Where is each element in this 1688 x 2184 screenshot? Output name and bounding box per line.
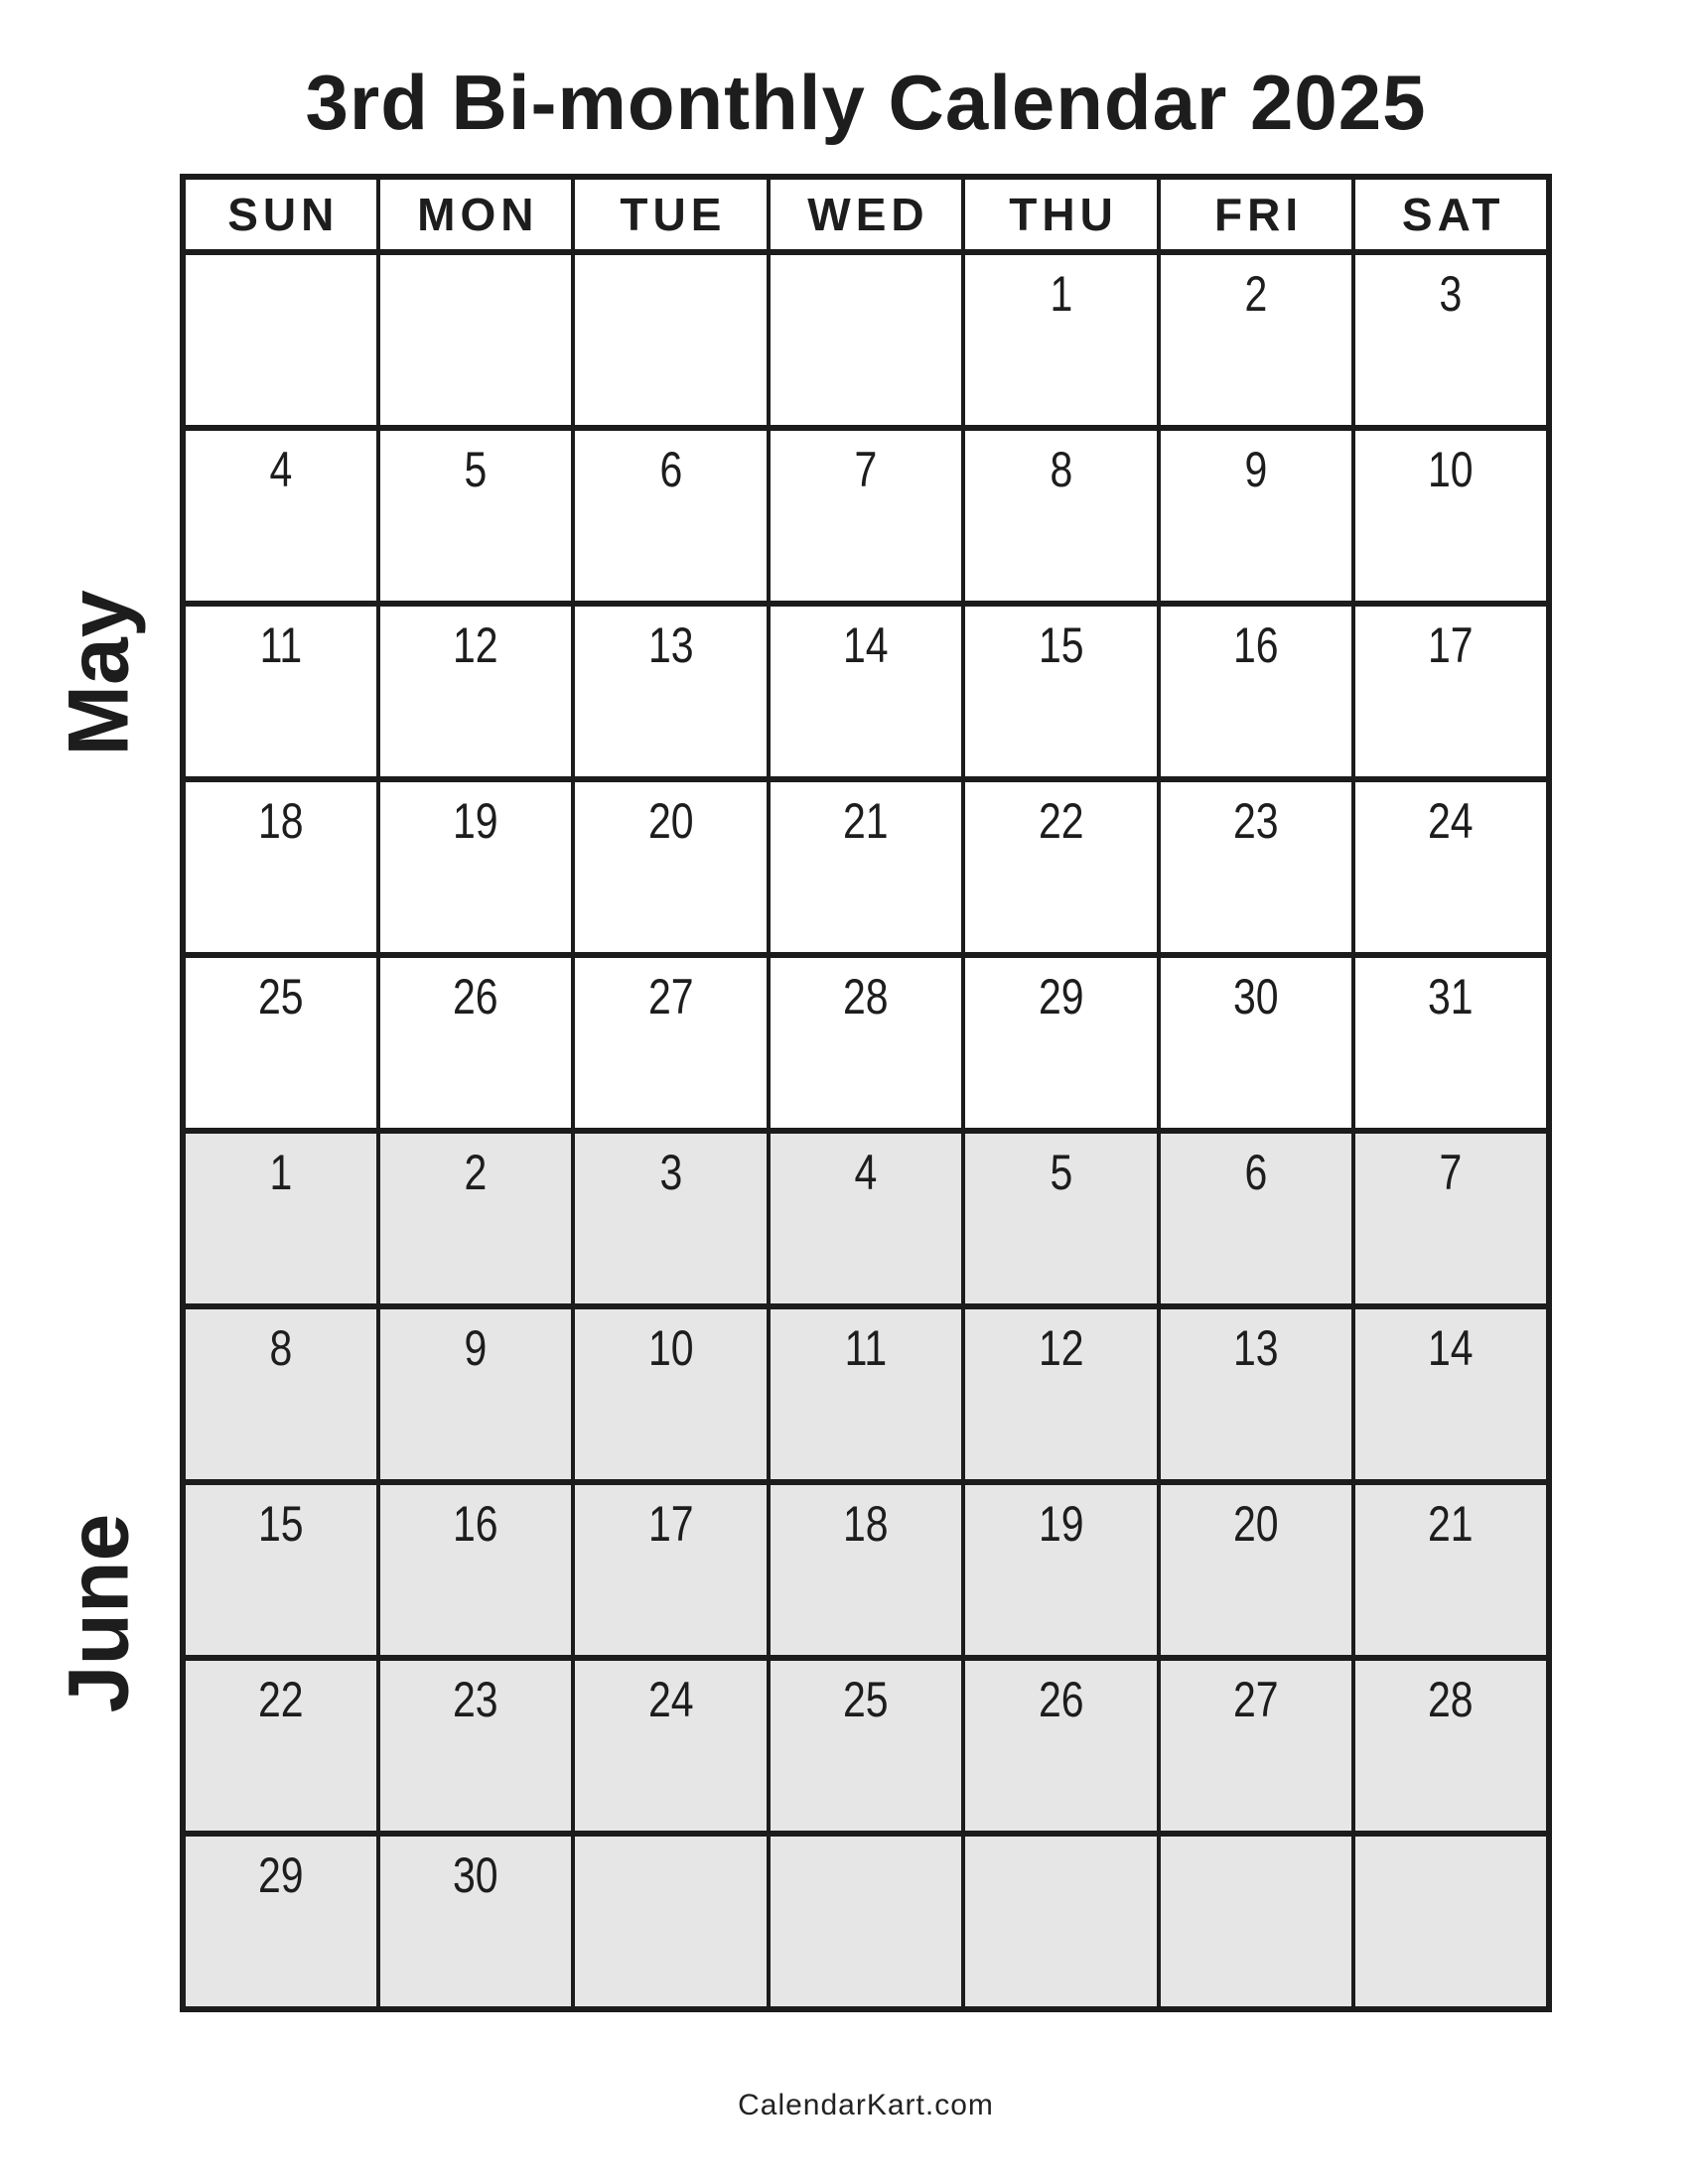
day-number: 22 [257, 1672, 304, 1727]
june-day-30 [378, 1834, 574, 2009]
weekday-header-wed: WED [769, 177, 964, 252]
day-number: 12 [1038, 1320, 1084, 1376]
day-number: 15 [1038, 617, 1084, 673]
empty-day-cell [1353, 1834, 1549, 2009]
calendar-grid [180, 174, 1552, 2012]
june-day-24 [573, 1658, 769, 1834]
day-number: 13 [1233, 1320, 1279, 1376]
june-day-7 [1353, 1131, 1549, 1306]
may-day-28 [769, 955, 964, 1131]
day-number: 7 [854, 442, 878, 497]
weekday-header-sat: SAT [1353, 177, 1549, 252]
day-number: 27 [647, 969, 694, 1024]
june-week-row [183, 1658, 1549, 1834]
day-number: 24 [1428, 793, 1474, 849]
may-day-5 [378, 428, 574, 604]
day-number: 8 [269, 1320, 293, 1376]
may-day-6 [573, 428, 769, 604]
may-day-16 [1159, 604, 1354, 779]
day-number: 5 [1050, 1145, 1072, 1200]
footer-watermark: CalendarKart.com [738, 2089, 994, 2121]
day-number: 2 [464, 1145, 488, 1200]
june-day-28 [1353, 1658, 1549, 1834]
june-day-17 [573, 1482, 769, 1658]
empty-day-cell [183, 252, 378, 428]
day-number: 11 [844, 1320, 888, 1376]
day-number: 30 [453, 1847, 498, 1903]
may-day-27 [573, 955, 769, 1131]
june-day-29 [183, 1834, 378, 2009]
day-number: 24 [647, 1672, 694, 1727]
june-day-14 [1353, 1306, 1549, 1482]
june-day-3 [573, 1131, 769, 1306]
day-number: 9 [464, 1320, 488, 1376]
empty-day-cell [573, 1834, 769, 2009]
empty-day-cell [573, 252, 769, 428]
day-number: 5 [464, 442, 488, 497]
june-day-1 [183, 1131, 378, 1306]
day-number: 10 [647, 1320, 694, 1376]
june-day-2 [378, 1131, 574, 1306]
day-number: 13 [647, 617, 694, 673]
weekday-header-thu: THU [963, 177, 1159, 252]
page-title: 3rd Bi-monthly Calendar 2025 [305, 59, 1427, 146]
may-day-2 [1159, 252, 1354, 428]
weekday-header-sun: SUN [183, 177, 378, 252]
month-label-may: May [51, 590, 147, 756]
june-week-row [183, 1834, 1549, 2009]
june-day-21 [1353, 1482, 1549, 1658]
may-day-4 [183, 428, 378, 604]
day-number: 12 [453, 617, 498, 673]
weekday-header-tue: TUE [573, 177, 769, 252]
june-day-27 [1159, 1658, 1354, 1834]
day-number: 26 [1038, 1672, 1084, 1727]
day-number: 23 [1233, 793, 1279, 849]
june-day-6 [1159, 1131, 1354, 1306]
empty-day-cell [378, 252, 574, 428]
day-number: 8 [1050, 442, 1072, 497]
june-week-row [183, 1131, 1549, 1306]
day-number: 25 [843, 1672, 889, 1727]
day-number: 21 [843, 793, 889, 849]
day-number: 31 [1428, 969, 1474, 1024]
may-week-row [183, 604, 1549, 779]
may-week-row [183, 779, 1549, 955]
day-number: 26 [453, 969, 498, 1024]
may-day-19 [378, 779, 574, 955]
empty-day-cell [1159, 1834, 1354, 2009]
day-number: 14 [1428, 1320, 1474, 1376]
day-number: 4 [269, 442, 293, 497]
may-day-12 [378, 604, 574, 779]
day-number: 9 [1244, 442, 1268, 497]
may-day-24 [1353, 779, 1549, 955]
may-day-21 [769, 779, 964, 955]
day-number: 16 [1233, 617, 1279, 673]
day-number: 3 [1439, 266, 1463, 322]
day-number: 30 [1233, 969, 1279, 1024]
june-day-4 [769, 1131, 964, 1306]
day-number: 22 [1038, 793, 1084, 849]
june-day-26 [963, 1658, 1159, 1834]
june-day-19 [963, 1482, 1159, 1658]
day-number: 15 [257, 1496, 304, 1552]
june-week-row [183, 1482, 1549, 1658]
day-number: 10 [1428, 442, 1474, 497]
empty-day-cell [769, 252, 964, 428]
june-day-12 [963, 1306, 1159, 1482]
may-day-18 [183, 779, 378, 955]
empty-day-cell [963, 1834, 1159, 2009]
may-day-8 [963, 428, 1159, 604]
day-number: 11 [259, 617, 303, 673]
may-day-15 [963, 604, 1159, 779]
day-number: 20 [647, 793, 694, 849]
day-number: 28 [843, 969, 889, 1024]
june-day-10 [573, 1306, 769, 1482]
may-day-13 [573, 604, 769, 779]
may-day-30 [1159, 955, 1354, 1131]
may-day-11 [183, 604, 378, 779]
may-day-25 [183, 955, 378, 1131]
day-number: 1 [1050, 266, 1072, 322]
june-day-25 [769, 1658, 964, 1834]
june-day-5 [963, 1131, 1159, 1306]
day-number: 28 [1428, 1672, 1474, 1727]
june-day-18 [769, 1482, 964, 1658]
june-day-13 [1159, 1306, 1354, 1482]
month-label-june: June [51, 1513, 147, 1713]
may-day-3 [1353, 252, 1549, 428]
weekday-row [183, 177, 1549, 252]
day-number: 27 [1233, 1672, 1279, 1727]
day-number: 16 [453, 1496, 498, 1552]
day-number: 14 [843, 617, 889, 673]
weekday-header-mon: MON [378, 177, 574, 252]
june-day-22 [183, 1658, 378, 1834]
day-number: 21 [1428, 1496, 1474, 1552]
may-day-20 [573, 779, 769, 955]
june-day-23 [378, 1658, 574, 1834]
may-week-row [183, 252, 1549, 428]
day-number: 17 [1428, 617, 1474, 673]
calendar-table [180, 174, 1552, 2012]
may-week-row [183, 955, 1549, 1131]
day-number: 19 [1038, 1496, 1084, 1552]
june-day-20 [1159, 1482, 1354, 1658]
day-number: 6 [1244, 1145, 1268, 1200]
june-day-9 [378, 1306, 574, 1482]
calendar-header [183, 177, 1549, 252]
may-day-14 [769, 604, 964, 779]
may-day-31 [1353, 955, 1549, 1131]
june-day-15 [183, 1482, 378, 1658]
june-day-8 [183, 1306, 378, 1482]
empty-day-cell [769, 1834, 964, 2009]
may-day-23 [1159, 779, 1354, 955]
day-number: 7 [1439, 1145, 1463, 1200]
day-number: 29 [257, 1847, 304, 1903]
calendar-body [183, 252, 1549, 2009]
may-day-7 [769, 428, 964, 604]
day-number: 20 [1233, 1496, 1279, 1552]
day-number: 3 [659, 1145, 682, 1200]
day-number: 18 [257, 793, 304, 849]
day-number: 1 [269, 1145, 293, 1200]
day-number: 25 [257, 969, 304, 1024]
day-number: 19 [453, 793, 498, 849]
june-day-11 [769, 1306, 964, 1482]
may-day-10 [1353, 428, 1549, 604]
day-number: 23 [453, 1672, 498, 1727]
may-day-1 [963, 252, 1159, 428]
may-week-row [183, 428, 1549, 604]
day-number: 4 [854, 1145, 878, 1200]
may-day-26 [378, 955, 574, 1131]
day-number: 18 [843, 1496, 889, 1552]
may-day-22 [963, 779, 1159, 955]
day-number: 29 [1038, 969, 1084, 1024]
june-day-16 [378, 1482, 574, 1658]
day-number: 17 [647, 1496, 694, 1552]
june-week-row [183, 1306, 1549, 1482]
day-number: 6 [659, 442, 682, 497]
may-day-17 [1353, 604, 1549, 779]
may-day-9 [1159, 428, 1354, 604]
may-day-29 [963, 955, 1159, 1131]
day-number: 2 [1244, 266, 1268, 322]
weekday-header-fri: FRI [1159, 177, 1354, 252]
